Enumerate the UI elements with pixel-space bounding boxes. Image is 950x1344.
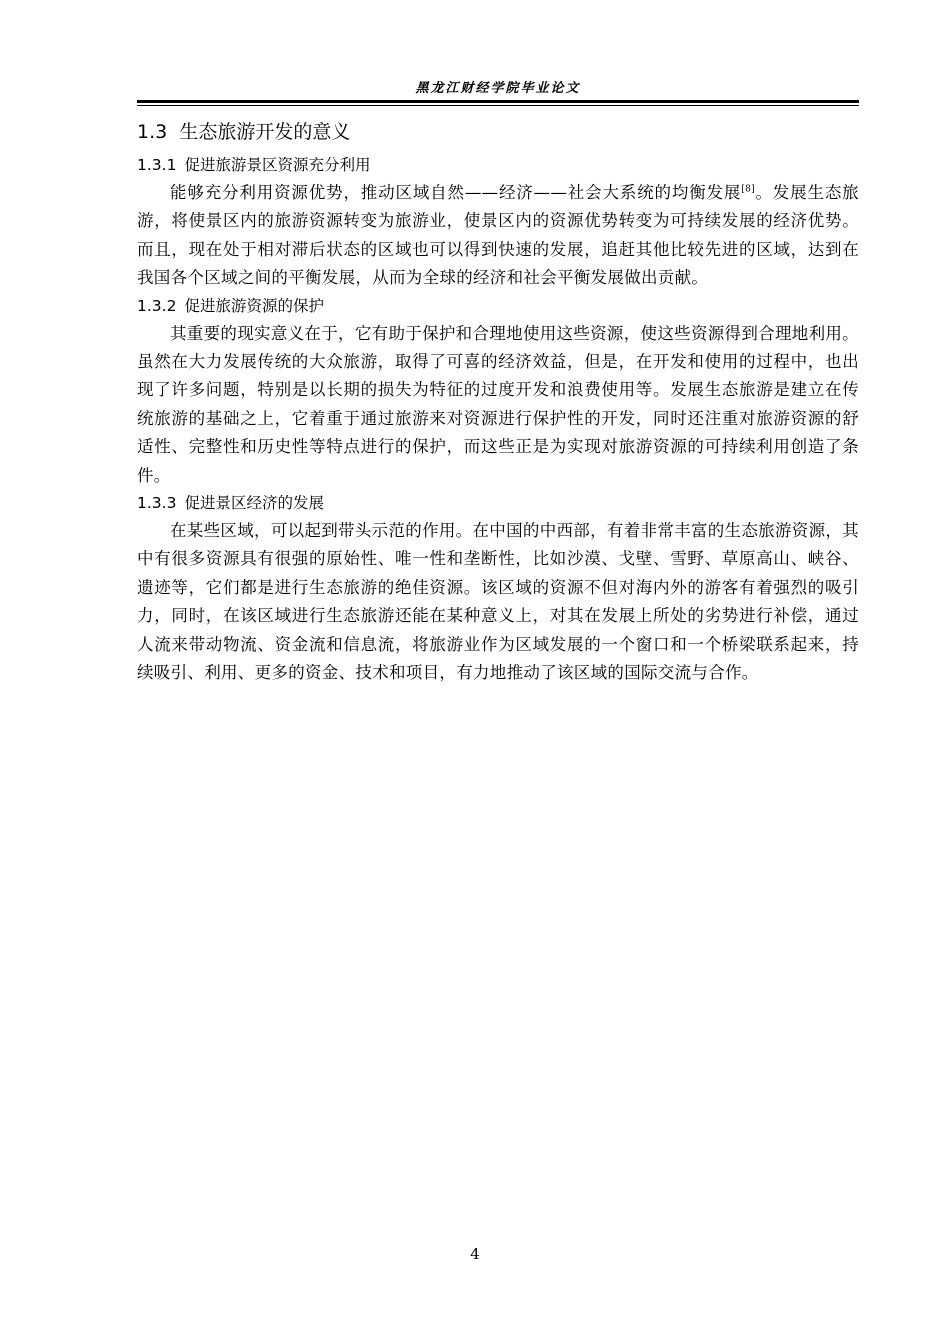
header-rule-thick <box>137 100 859 103</box>
header-rule-thin <box>137 105 859 106</box>
paragraph-economic-development: 在某些区域，可以起到带头示范的作用。在中国的中西部，有着非常丰富的生态旅游资源，其中有很多资源具有很强的原始性、唯一性和垄断性，比如沙漠、戈壁、雪野、草原高山、峡谷、遗迹等，它们都是进行生态旅游的绝佳资源。该区域的资源不但对海内外的游客有着强烈的吸引力，同时，在该区域进行生态旅游还能在某种意义上，对其在发展上所处的劣势进行补偿，通过人流来带动物流、资金流和信息流，将旅游业作为区域发展的一个窗口和一个桥梁联系起来，持续吸引、利用、更多的资金、技术和项目，有力地推动了该区域的国际交流与合作。 <box>137 521 859 683</box>
subsection-number: 1.3.1 <box>137 156 177 174</box>
page-number: 4 <box>470 1245 480 1263</box>
subsection-number: 1.3.3 <box>137 494 177 513</box>
subsection-number: 1.3.2 <box>137 296 177 315</box>
subsection-title: 促进景区经济的发展 <box>184 494 324 513</box>
page-content <box>137 118 859 688</box>
paragraph-resource-protection: 其重要的现实意义在于，它有助于保护和合理地使用这些资源，使这些资源得到合理地利用。虽然在大力发展传统的大众旅游，取得了可喜的经济效益，但是，在开发和使用的过程中，也出现了许多问题，特别是以长期的损失为特征的过度开发和浪费使用等。发展生态旅游是建立在传统旅游的基础之上，它着重于通过旅游来对资源进行保护性的开发，同时还注重对旅游资源的舒适性、完整性和历史性等特点进行的保护，而这些正是为实现对旅游资源的可持续利用创造了条件。 <box>137 323 859 485</box>
subsection-heading-1-3-1 <box>137 152 859 179</box>
paragraph-resource-utilization <box>137 179 859 293</box>
paragraph-text: 能够充分利用资源优势，推动区域自然——经济——社会大系统的均衡发展 <box>170 183 742 202</box>
section-number: 1.3 <box>137 121 168 143</box>
subsection-title: 促进旅游景区资源充分利用 <box>184 156 371 174</box>
citation-reference[interactable]: [8] <box>741 184 755 195</box>
section-title: 生态旅游开发的意义 <box>179 121 351 143</box>
paragraph-text: 。发展生态旅游，将使景区内的旅游资源转变为旅游业，使景区内的资源优势转变为可持续发展的经济优势。而且，现在处于相对滞后状态的区域也可以得到快速的发展，追赶其他比较先进的区域，达到在我国各个区域之间的平衡发展，从而为全球的经济和社会平衡发展做出贡献。 <box>137 183 859 288</box>
section-heading <box>137 118 859 146</box>
running-header: 黑龙江财经学院毕业论文 <box>415 81 581 96</box>
subsection-title: 促进旅游资源的保护 <box>184 296 324 315</box>
subsection-heading-1-3-2 <box>137 293 859 320</box>
subsection-heading-1-3-3 <box>137 490 859 517</box>
